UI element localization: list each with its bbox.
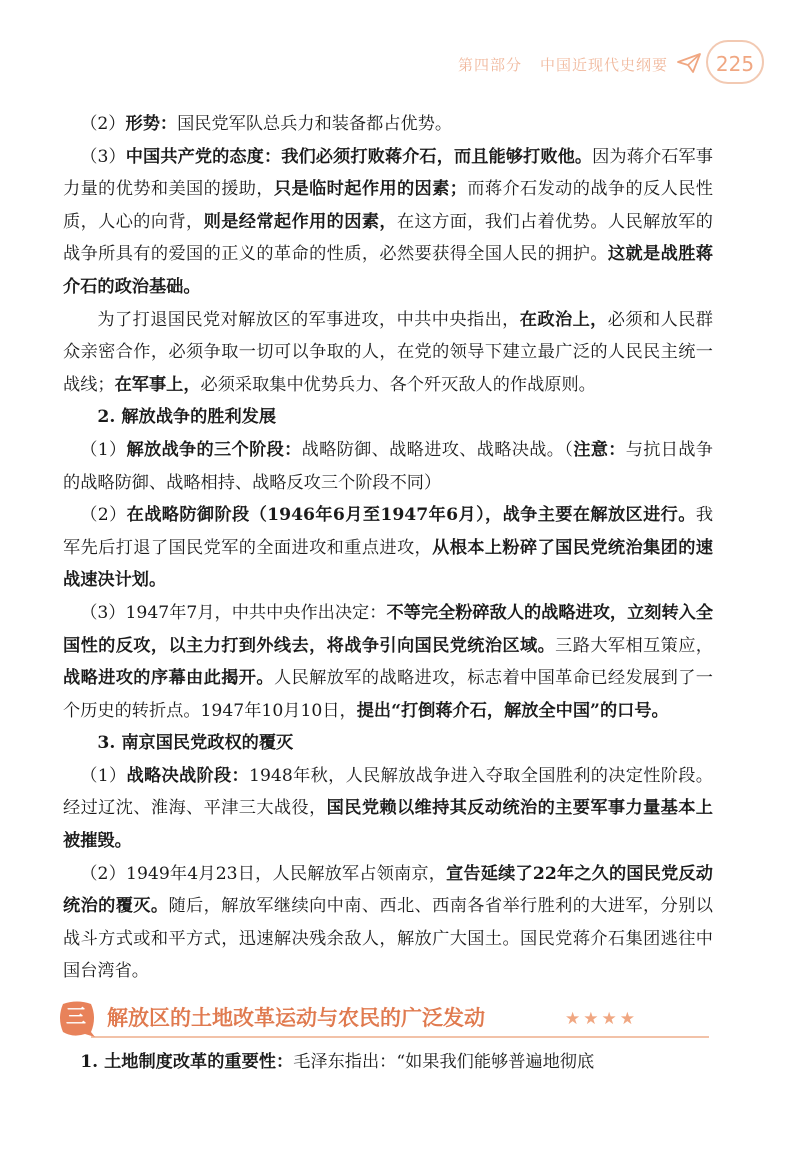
section-number: 三 bbox=[66, 1004, 86, 1029]
page-number: 225 bbox=[706, 40, 764, 84]
section-heading bbox=[57, 996, 719, 1040]
paragraph-defense-stage: （2）在战略防御阶段（1946年6月至1947年6月），战争主要在解放区进行。我军先后打退了国民党军的全面进攻和重点进攻，从根本上粉碎了国民党统治集团的速战速决计划。 bbox=[63, 505, 714, 591]
section-title: 解放区的土地改革运动与农民的广泛发动 bbox=[107, 1006, 485, 1031]
paragraph-situation: （2）形势：国民党军队总兵力和装备都占优势。 bbox=[80, 114, 453, 134]
paragraph-offense-stage: （3）1947年7月，中共中央作出决定：不等完全粉碎敌人的战略进攻，立刻转入全国性的反攻，以主力打到外线去，将战争引向国民党统治区域。三路大军相互策应，战略进攻的序幕由此揭开。人民解放军的战略进攻，标志着中国革命已经发展到了一个历史的转折点。1947年10月10日，提出“打倒蒋介石，解放全中国”的口号。 bbox=[63, 602, 714, 721]
paragraph-three-stages: （1）解放战争的三个阶段：战略防御、战略进攻、战略决战。（注意：与抗日战争的战略防御、战略相持、战略反攻三个阶段不同） bbox=[63, 439, 713, 493]
paragraph-strategy: 为了打退国民党对解放区的军事进攻，中共中央指出，在政治上，必须和人民群众亲密合作，必须争取一切可以争取的人，在党的领导下建立最广泛的人民民主统一战线；在军事上，必须采取集中优势兵力、各个歼灭敌人的作战原则。 bbox=[63, 309, 713, 395]
book-title: 中国近现代史纲要 bbox=[539, 56, 668, 74]
importance-stars: ★★★★ bbox=[565, 1009, 638, 1030]
running-header bbox=[458, 54, 668, 75]
page-header bbox=[0, 40, 764, 90]
paragraph-decisive-stage: （1）战略决战阶段：1948年秋，人民解放战争进入夺取全国胜利的决定性阶段。经过辽沈、淮海、平津三大战役，国民党赖以维持其反动统治的主要军事力量基本上被摧毁。 bbox=[63, 765, 713, 852]
paragraph-land-reform: 1. 土地制度改革的重要性：毛泽东指出：“如果我们能够普遍地彻底 bbox=[80, 1052, 595, 1073]
paper-plane-icon bbox=[676, 50, 702, 76]
paragraph-ccp-attitude: （3）中国共产党的态度：我们必须打败蒋介石，而且能够打败他。因为蒋介石军事力量的优势和美国的援助，只是临时起作用的因素；而蒋介石发动的战争的反人民性质，人心的向背，则是经常起作用的因素，在这方面，我们占着优势。人民解放军的战争所具有的爱国的正义的革命的性质，必然要获得全国人民的拥护。这就是战胜蒋介石的政治基础。 bbox=[63, 146, 713, 297]
page-body bbox=[63, 108, 713, 1079]
paragraph-nanjing-capture: （2）1949年4月23日，人民解放军占领南京，宣告延续了22年之久的国民党反动统治的覆灭。随后，解放军继续向中南、西北、西南各省举行胜利的大进军，分别以战斗方式或和平方式，迅速解决残余敌人，解放广大国土。国民党蒋介石集团逃往中国台湾省。 bbox=[63, 863, 713, 982]
section-underline bbox=[91, 1036, 709, 1038]
heading-victory-development: 2. 解放战争的胜利发展 bbox=[97, 407, 277, 428]
heading-nanjing-fall: 3. 南京国民党政权的覆灭 bbox=[97, 733, 294, 754]
part-label: 第四部分 bbox=[457, 56, 522, 74]
